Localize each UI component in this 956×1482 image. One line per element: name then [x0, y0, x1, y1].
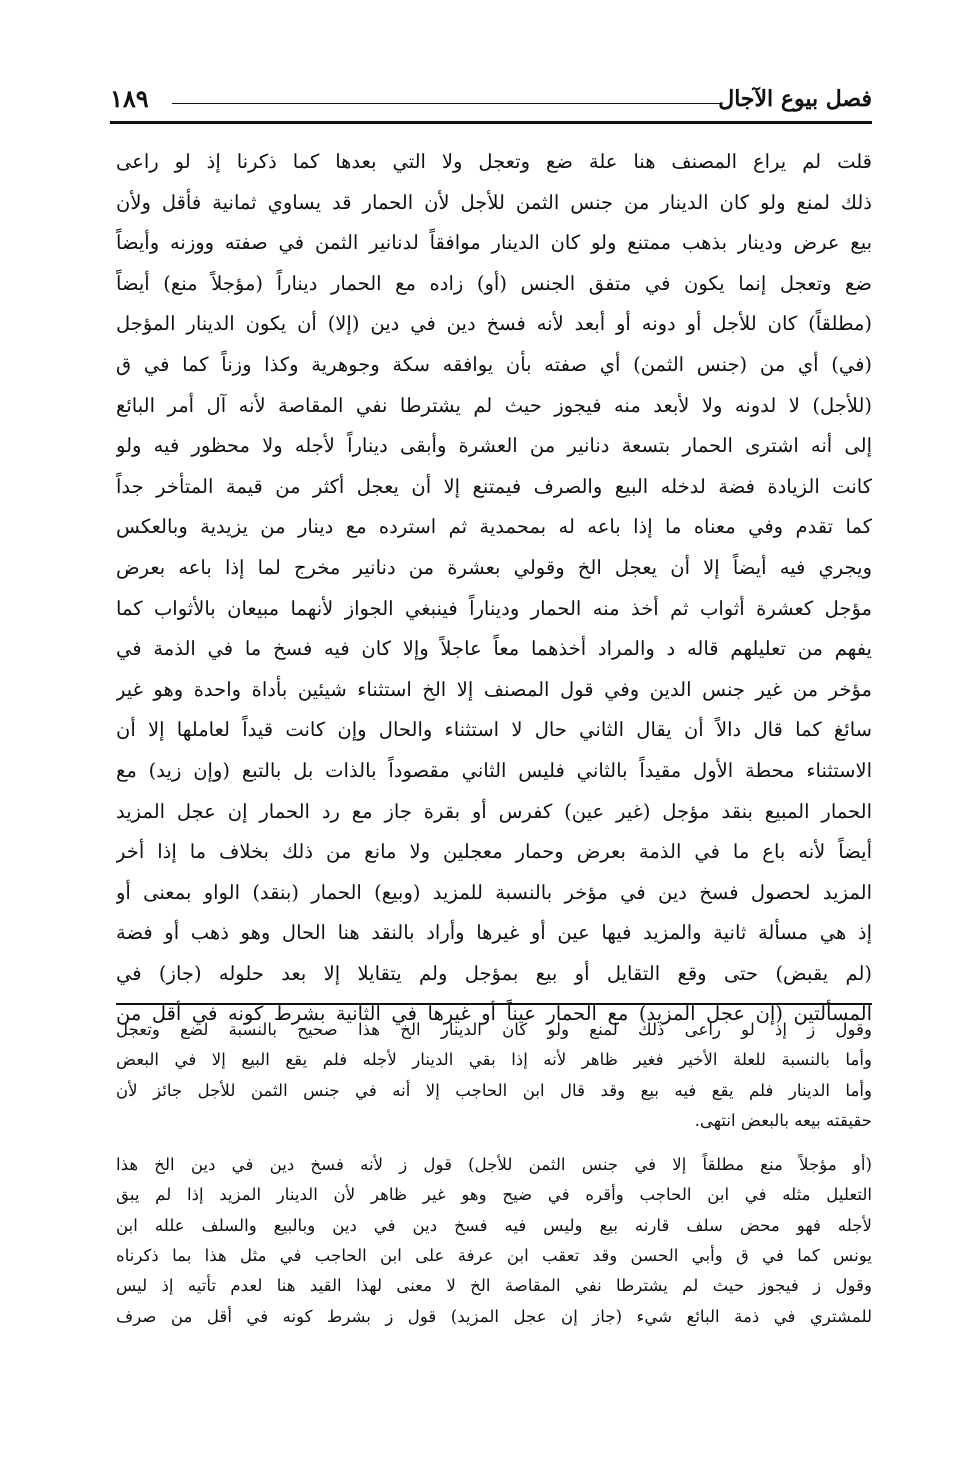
text-line: قلت لم يراع المصنف هنا علة ضع وتعجل ولا التي بعدها كما ذكرنا إذ لو راعى — [116, 150, 872, 173]
footnote-separator — [116, 1003, 872, 1005]
text-line: كما تقدم وفي معناه ما إذا باعه له بمحمدية ثم استرده مع دينار من يزيدية وبالعكس — [116, 515, 872, 539]
text-line: المزيد لحصول فسخ دين في مؤخر بالنسبة للمزيد (وبيع) الحمار (بنقد) الواو بمعنى أو — [116, 880, 872, 904]
text-line: (مطلقاً) كان للأجل أو دونه أو أبعد لأنه فسخ دين في دين (إلا) أن يكون الدينار المؤجل — [116, 312, 872, 336]
footnote-line: التعليل مثله في ابن الحاجب وأقره في ضيح وهو غير ظاهر لأن الدينار المزيد إذا لم يبق — [116, 1185, 872, 1205]
main-text — [116, 142, 872, 1035]
text-line: ذلك لمنع ولو كان الدينار من جنس الثمن للأجل لأن الحمار قد يساوي ثمانية فأقل ولأن — [116, 190, 872, 214]
text-line: بيع عرض ودينار بذهب ممتنع ولو كان الدينار موافقاً لدنانير الثمن في صفته ووزنه وأيضاً — [116, 231, 872, 255]
text-line: (للأجل) لا لدونه ولا لأبعد منه فيجوز حيث لم يشترطا نفي المقاصة لأنه آل أمر البائع — [116, 393, 872, 417]
footnote-line: يونس كما في ق وأبي الحسن وقد تعقب ابن عرفة على ابن الحاجب في مثل هذا بما ذكرناه — [116, 1246, 872, 1266]
header-divider — [172, 103, 722, 104]
text-line: الحمار المبيع بنقد مؤجل (غير عين) كفرس أو بقرة جاز مع رد الحمار إن عجل المزيد — [116, 799, 872, 823]
running-head — [110, 82, 872, 118]
text-line: إلى أنه اشترى الحمار بتسعة دنانير من العشرة وأبقى ديناراً لأجله ولا محظور فيه ولو — [116, 434, 872, 458]
page-number: ١٨٩ — [110, 84, 149, 113]
text-line: ضع وتعجل إنما يكون في متفق الجنس (أو) زاده مع الحمار ديناراً (مؤجلاً منع) أيضاً — [116, 271, 872, 295]
footnotes — [116, 1015, 872, 1332]
footnote-line: (أو مؤجلاً منع مطلقاً إلا في جنس الثمن للأجل) قول ز لأنه فسخ دين في دين الخ هذا — [116, 1155, 872, 1175]
text-line: إذ هي مسألة ثانية والمزيد فيها عين أو غيرها وأراد بالنقد هنا الحال وهو ذهب أو فضة — [116, 921, 872, 945]
footnote-line: وأما الدينار فلم يقع فيه بيع وقد قال ابن الحاجب إلا أنه في جنس الثمن للأجل جائز لأن — [116, 1080, 872, 1100]
footnote-line: لأجله فهو محض سلف قارنه بيع وليس فيه فسخ دين في دين وبالبيع والسلف علله ابن — [116, 1215, 872, 1235]
text-line: الاستثناء محطة الأول مقيداً بالثاني فليس الثاني مقصوداً بالذات بل بالتبع (وإن زيد) مع — [116, 758, 872, 782]
footnote-line: للمشتري في ذمة البائع شيء (جاز إن عجل المزيد) قول ز بشرط كونه في أقل من صرف — [116, 1306, 872, 1326]
footnote-line: وأما بالنسبة للعلة الأخير فغير ظاهر لأنه إذا بقي الدينار لأجله فلم يقع البيع إلا في البعض — [116, 1050, 872, 1070]
text-line: (لم يقبض) حتى وقع التقايل أو بيع بمؤجل ولم يتقايلا إلا بعد حلوله (جاز) في — [116, 961, 872, 985]
footnote-line: وقول ز إذ لو راعى ذلك لمنع ولو كان الدينار الخ هذا صحيح بالنسبة لضع وتعجل — [116, 1020, 872, 1039]
text-line: المسألتين (إن عجل المزيد) مع الحمار عيناً أو غيرها في الثانية بشرط كونه في أقل من — [116, 1002, 872, 1026]
paragraph-gap — [116, 1136, 872, 1150]
footnote-line: حقيقته بيعه بالبعض انتهى. — [694, 1110, 872, 1130]
text-line: سائغ كما قال دالاً أن يقال الثاني حال لا استثناء والحال وإن كانت قيداً لعاملها إلا أن — [116, 718, 872, 742]
text-line: ويجري فيه أيضاً إلا أن يعجل الخ وقولي بعشرة من دنانير مخرج لما إذا باعه بعرض — [116, 555, 872, 579]
text-line: أيضاً لأنه باع ما في الذمة بعرض وحمار معجلين ولا مانع من ذلك بخلاف ما إذا أخر — [116, 840, 872, 864]
header-rule — [110, 121, 872, 124]
text-line: يفهم من تعليلهم قاله د والمراد أخذهما معاً عاجلاً وإلا كان فيه فسخ ما في الذمة في — [116, 637, 872, 661]
text-line: كانت الزيادة فضة لدخله البيع والصرف فيمتنع إلا أن يعجل أكثر من قيمة المتأخر جداً — [116, 474, 872, 498]
footnote-line: وقول ز فيجوز حيث لم يشترطا نفي المقاصة الخ لا معنى لهذا القيد هنا لعدم تأتيه إذ ليس — [116, 1276, 872, 1296]
chapter-title: فصل بيوع الآجال — [718, 86, 872, 112]
text-line: (في) أي من (جنس الثمن) أي صفته بأن يوافقه سكة وجوهرية وكذا وزناً كما في ق — [116, 352, 872, 376]
text-line: مؤخر من غير جنس الدين وفي قول المصنف إلا الخ استثناء شيئين بأداة واحدة وهو غير — [116, 677, 872, 701]
text-line: مؤجل كعشرة أثواب ثم أخذ منه الحمار وديناراً فينبغي الجواز لأنهما مبيعان بالأثواب كما — [116, 596, 872, 620]
